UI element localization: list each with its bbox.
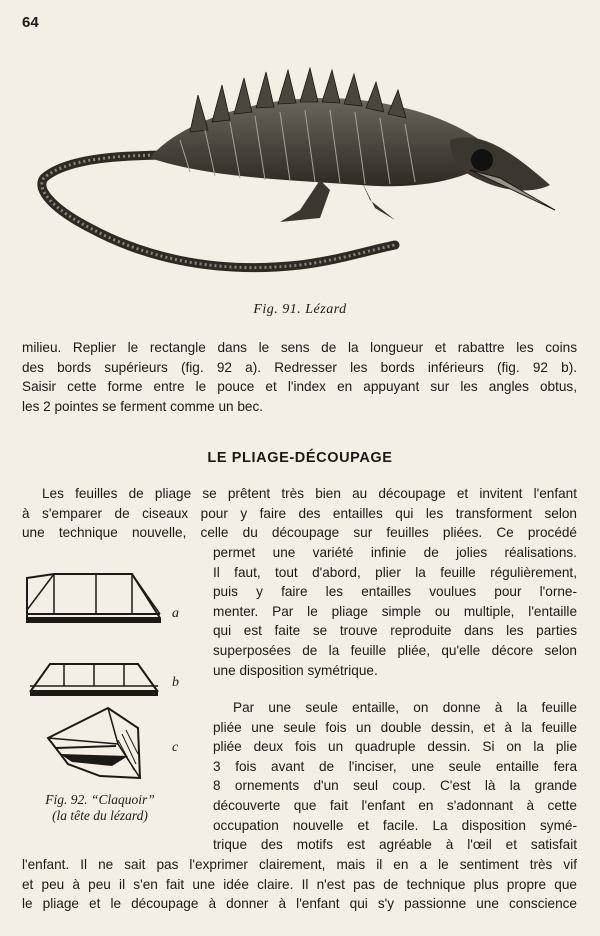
fold-diagram-b (24, 658, 164, 700)
figure-92-letter-a: a (172, 606, 179, 621)
paragraph-3-column (213, 698, 577, 855)
page-number: 64 (22, 14, 39, 31)
text-line: découverte que fait l'enfant en s'adonnant à cette (213, 797, 577, 813)
caption-line: Fig. 92. “Claquoir” (45, 792, 155, 807)
lizard-illustration (30, 60, 570, 290)
text-line: 8 ornements d'un seul coup. C'est là la grande (213, 778, 577, 794)
paragraph-2-column-end (213, 661, 577, 681)
fold-diagram-a (24, 570, 164, 626)
text-line: puis y faire les entailles voulues pour l'orne- (213, 584, 577, 600)
figure-91-caption: Fig. 91. Lézard (253, 302, 347, 317)
paragraph-3 (22, 855, 577, 914)
figure-92-letter-c: c (172, 740, 179, 755)
text-line: superposées de la feuille pliée, qu'elle décore selon (213, 642, 577, 658)
section-title: LE PLIAGE-DÉCOUPAGE (207, 450, 393, 466)
figure-92-letter-b: b (172, 675, 179, 690)
text-line: Saisir cette forme entre le pouce et l'index en appuyant sur les angles obtus, (22, 379, 577, 395)
fold-diagram-c (42, 704, 146, 784)
text-line: qui est faite se trouve reproduite dans les parties (213, 623, 577, 639)
text-line: Il faut, tout d'abord, plier la feuille régulièrement, (213, 564, 577, 580)
text-line: l'enfant. Il ne sait pas l'exprimer clairement, mais il en a le sentiment très vif (22, 857, 577, 872)
paragraph-1 (22, 338, 577, 397)
text-line: trique des motifs est agréable à l'œil et satisfait (213, 837, 577, 853)
paragraph-1-end (22, 397, 577, 417)
text-line: pliée une seule fois un double dessin, et à la feuille (213, 719, 577, 735)
text-line: et peu à peu il s'en fait une idée claire. Il n'est pas de technique plus propre que (22, 876, 577, 892)
text-line: le pliage et le découpage à donner à l'enfant qui s'y passionne une conscience (22, 896, 577, 912)
text-line: une technique nouvelle, celle du découpage sur feuilles pliées. Ce procédé (22, 525, 577, 541)
text-line: permet une variété infinie de jolies réalisations. (213, 545, 577, 560)
text-line: les 2 pointes se ferment comme un bec. (22, 399, 264, 414)
paragraph-2-column (213, 543, 577, 661)
text-line: menter. Par le pliage simple ou multiple, l'entaille (213, 603, 577, 619)
caption-line: (la tête du lézard) (52, 808, 148, 823)
text-line: des bords supérieurs (fig. 92 a). Redresser les bords inférieurs (fig. 92 b). (22, 359, 577, 375)
text-line: occupation nouvelle et facile. La disposition symé- (213, 817, 577, 833)
text-line: pliée deux fois un quadruple dessin. Si on la plie (213, 739, 577, 755)
figure-92-caption (20, 792, 180, 824)
text-line: 3 fois avant de l'inciser, une seule entaille fera (213, 758, 577, 774)
text-line: milieu. Replier le rectangle dans le sens de la longueur et rabattre les coins (22, 340, 577, 355)
text-line: Les feuilles de pliage se prêtent très bien au découpage et invitent l'enfant (42, 486, 577, 501)
text-line: Par une seule entaille, on donne à la feuille (233, 700, 577, 715)
paragraph-2 (22, 484, 577, 543)
text-line: à s'emparer de ciseaux pour y faire des entailles qui les transforment selon (22, 505, 577, 521)
text-line: une disposition symétrique. (213, 663, 378, 678)
